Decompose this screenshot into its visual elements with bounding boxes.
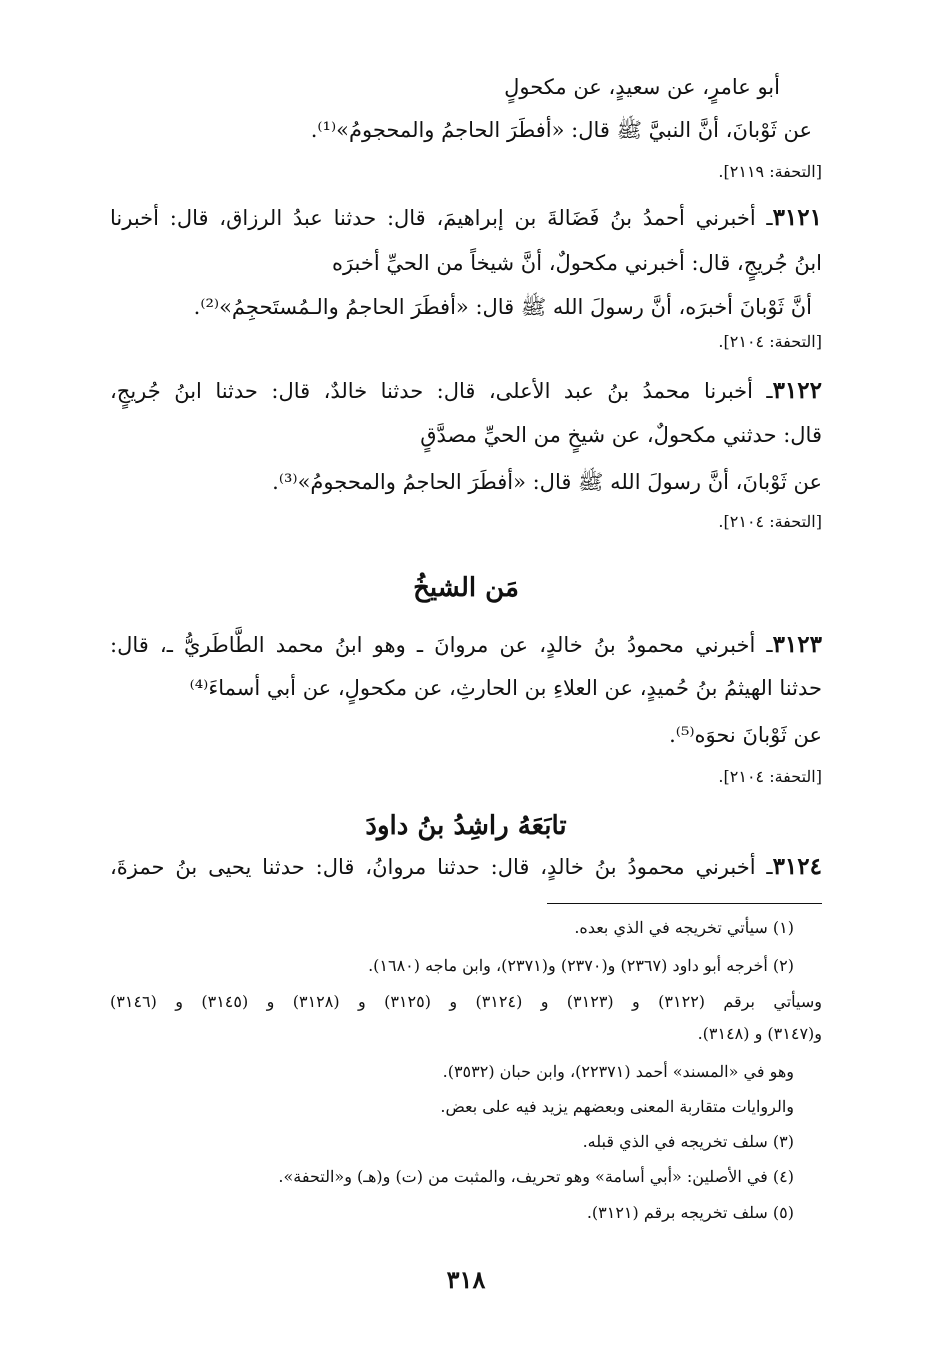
section-heading: مَن الشيخُ: [413, 573, 519, 603]
footnote-continuation: و(٣١٤٧) و (٣١٤٨).: [697, 1024, 822, 1043]
hadith-3121-line: ٣١٢١ـ أخبرني أحمدُ بنُ فَضَالةَ بن إبراهيمَ، قال: حدثنا عبدُ الرزاق، قال: أخبرنا: [110, 204, 822, 231]
hadith-3124-line: ٣١٢٤ـ أخبرني محمودُ بنُ خالدٍ، قال: حدثنا مروانُ، قال: حدثنا يحيى بنُ حمزةَ،: [110, 853, 822, 880]
footnote-continuation: وهو في «المسند» أحمد (٢٢٣٧١)، وابن حبان (٣٥٣٢).: [442, 1062, 794, 1081]
page-number: ٣١٨: [446, 1265, 486, 1294]
tuhfa-reference: [التحفة: ٢١٠٤].: [718, 512, 822, 531]
tuhfa-reference: [التحفة: ٢١٠٤].: [718, 767, 822, 786]
hadith-number: ٣١٢٤: [772, 853, 822, 880]
footnote: (٣) سلف تخريجه في الذي قبله.: [582, 1132, 794, 1151]
hadith-3123-line: ٣١٢٣ـ أخبرني محمودُ بنُ خالدٍ، عن مروانَ ـ وهو ابنُ محمد الطَّاطَريُّ ـ، قال:: [110, 631, 822, 658]
footnote-continuation: والروايات متقاربة المعنى وبعضهم يزيد فيه على بعض.: [440, 1097, 794, 1116]
footnote-continuation: وسيأتي برقم (٣١٢٢) و (٣١٢٣) و (٣١٢٤) و (٣١٢٥) و (٣١٢٨) و (٣١٤٥) و (٣١٤٦): [110, 992, 822, 1011]
footnote: (٢) أخرجه أبو داود (٢٣٦٧) و(٢٣٧٠) و(٢٣٧١)، وابن ماجه (١٦٨٠).: [368, 956, 794, 975]
text-line: أبو عامرٍ، عن سعيدٍ، عن مكحولٍ: [504, 75, 780, 99]
text-line: قال: حدثني مكحولٌ، عن شيخٍ من الحيِّ مصدَّقٍ: [420, 423, 822, 447]
text-line: عن ثَوْبانَ، أنَّ رسولَ الله ﷺ قال: «أفطَرَ الحاجمُ والمحجومُ»⁽³⁾.: [272, 470, 822, 494]
hadith-number: ٣١٢١: [772, 204, 822, 231]
footnote: (١) سيأتي تخريجه في الذي بعده.: [574, 918, 794, 937]
section-heading: تابَعَهُ راشِدُ بنُ داودَ: [365, 811, 567, 841]
hadith-number: ٣١٢٢: [772, 377, 822, 404]
text-line: عن ثَوْبانَ نحوَه⁽⁵⁾.: [669, 723, 822, 747]
book-page: [110, 60, 822, 1320]
footnote: (٤) في الأصلين: «أبي أسامة» وهو تحريف، والمثبت من (ت) و(هـ) و«التحفة».: [278, 1167, 794, 1186]
tuhfa-reference: [التحفة: ٢١١٩].: [718, 162, 822, 181]
footnote: (٥) سلف تخريجه برقم (٣١٢١).: [586, 1203, 794, 1222]
hadith-number: ٣١٢٣: [772, 631, 822, 658]
text-line: عن ثَوْبانَ، أنَّ النبيَّ ﷺ قال: «أفطَرَ الحاجمُ والمحجومُ»⁽¹⁾.: [310, 118, 812, 142]
tuhfa-reference: [التحفة: ٢١٠٤].: [718, 332, 822, 351]
hadith-3122-line: ٣١٢٢ـ أخبرنا محمدُ بنُ عبد الأعلى، قال: حدثنا خالدٌ، قال: حدثنا ابنُ جُريجٍ،: [110, 377, 822, 404]
text-line: أنَّ ثَوْبانَ أخبرَه، أنَّ رسولَ الله ﷺ قال: «أفطَرَ الحاجمُ والـمُستَحجِمُ»⁽²⁾.: [193, 295, 812, 319]
text-line: حدثنا الهيثمُ بنُ حُميدٍ، عن العلاءِ بن الحارثِ، عن مكحولٍ، عن أبي أسماءَ⁽⁴⁾: [189, 676, 822, 700]
footnote-divider: [547, 903, 822, 904]
text-line: ابنُ جُريجٍ، قال: أخبرني مكحولٌ، أنَّ شيخاً من الحيِّ أخبرَه: [331, 251, 822, 275]
